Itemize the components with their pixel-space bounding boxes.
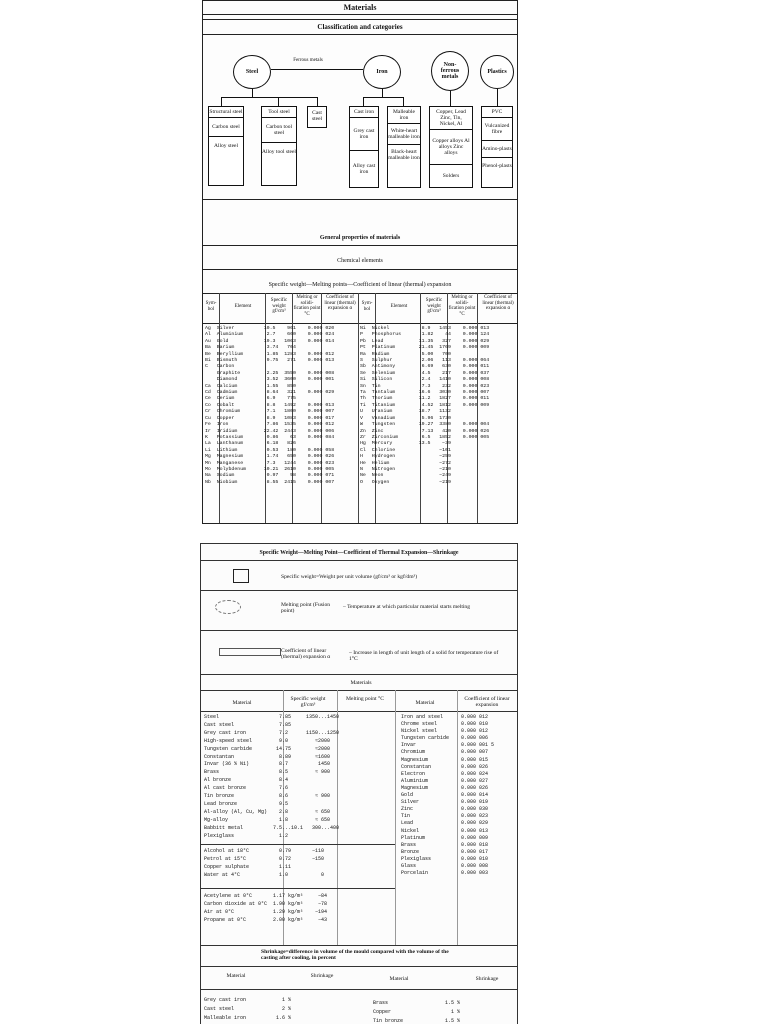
col-coef-2: Coefficient of linear (thermal) expansion α	[482, 295, 514, 311]
general-properties-title: General properties of materials	[319, 235, 401, 241]
materials-label: Materials	[350, 680, 372, 686]
sheet-title: Materials	[203, 1, 517, 15]
nonferrous-box: Copper, Lead Zinc, Tin, Nickel, Al Copper alloys Al alloys Zinc alloys Solders	[429, 106, 473, 188]
plastics-circle: Plastics	[480, 55, 514, 89]
shrink-material-header-2: Material	[389, 976, 409, 982]
material-header: Material	[232, 700, 252, 706]
classification-title: Classification and categories	[203, 20, 517, 35]
col-melting: Melting or solidi-fication point °C	[293, 295, 321, 317]
cube-icon	[233, 569, 249, 583]
expansion-icon	[219, 648, 281, 656]
melting-point-label: Melting point (Fusion point)	[281, 602, 331, 615]
liquids-rows: Alcohol at 18°C 0.79 −110 Petrol at 15°C 0.72 −150 Copper sulphate 1.11 Water at 4°C 1.0 0	[204, 848, 325, 878]
ferrous-label: Ferrous metals	[293, 58, 323, 63]
elements-table-right: Ni Nickel 8.9 1453 0.000 013 P Phosphorus 1.82 44 0.000 124 Pb Lead 11.35 327 0.000 029 Pt Platinum 21.45 1769 0.000 009 Ra Radium 5.00 700 S Sulphur 2.06 113 0.000 064 Sb Antimony 6.69 630 0.000 011 Se Selenium 4.5 217 0.000 037 Si Silicon 2.4 1410 0.000 008 Sn Tin 7.3 232 0.000 023 Ta Tantalum 16.6 3030 0.000 007 Th Thorium 11.2 1827 0.000 011 Ti Titanium 4.52 1812 0.000 009 U Uranium 18.7 1132 V Vanadium 5.96 1730 W Tungsten 19.27 3380 0.000 004 Zn Zinc 7.13 420 0.000 026 Zr Zirconium 6.5 1852 0.000 005 Hg Mercury 13.5 −39 Cl Chlorine −101 H Hydrogen −259 He Helium −272 N Nitrogen −210 Ne Neon −249 O Oxygen −219	[360, 326, 490, 485]
sheet2-title: Specific Weight—Melting Point—Coefficient of Thermal Expansion—Shrinkage	[259, 550, 459, 556]
col-element: Element	[234, 304, 252, 309]
shrink-header-2: Shrinkage	[475, 976, 499, 982]
specific-weight-definition: Specific weight=Weight per unit volume (gf/cm³ or kgf/dm³)	[281, 574, 418, 580]
col-melting-2: Melting or solidi-fication point °C	[448, 295, 476, 317]
specific-weight-title: Specific weight—Melting points—Coefficient of linear (thermal) expansion	[268, 282, 452, 288]
shrinkage-right-rows: Brass 1.5 % Copper 1 % Tin bronze 1.5 %	[373, 1000, 461, 1024]
shrinkage-definition: Shrinkage=difference in volume of the mould compared with the volume of the casting after cooling, in percent	[261, 949, 449, 962]
melting-icon	[215, 600, 241, 614]
tool-steel-box: Tool steel Carbon tool steel Alloy tool steel	[261, 106, 297, 186]
material-header-2: Material	[415, 700, 435, 706]
chemical-elements-heading: Chemical elements	[337, 258, 383, 264]
elements-table-left: Ag Silver 10.5 961 0.000 020 Al Aluminium 2.7 660 0.000 024 Au Gold 19.3 1063 0.000 014 Ba Barium 3.74 704 Be Beryllium 1.85 1283 0.000 012 Bi Bismuth 9.75 271 0.000 013 C Carbon Graphite 2.25 3550 0.000 008 Diamond 3.52 3600 0.000 001 Ca Calcium 1.55 850 Cd Cadmium 8.64 321 0.000 029 Ce Cerium 6.9 775 Co Cobalt 8.8 1492 0.000 013 Cr Chromium 7.1 1800 0.000 007 Cu Copper 8.9 1083 0.000 017 Fe Iron 7.86 1535 0.000 012 Ir Iridium 22.42 2443 0.000 006 K Potassium 0.86 63 0.000 084 La Lanthanum 6.18 826 Li Lithium 0.53 180 0.000 058 Mg Magnesium 1.74 650 0.000 026 Mn Manganese 7.3 1244 0.000 023 Mo Molybdenum 10.21 2610 0.000 005 Na Sodium 0.97 98 0.000 071 Nb Niobium 8.55 2415 0.000 007	[205, 326, 335, 485]
structural-steel-box: Structural steel Carbon steel Alloy steel	[208, 106, 244, 186]
cast-steel-box: Cast steel	[307, 106, 327, 128]
materials-left-rows: Steel 7.85 1350...1450 Cast steel 7.85 Grey cast iron 7.2 1150...1250 High-speed steel 9.0 ≈2000 Tungsten carbide 14.75 ≈2000 Constantan 8.89 ≈1600 Invar (36 % Ni) 8.7 1450 Brass 8.5 ≈ 900 Al bronze 8.4 Al cast bronze 7.6 Tin bronze 8.6 ≈ 900 Lead bronze 9.5 Al-alloy (Al, Cu, Mg) 2.8 ≈ 650 Mg-alloy 1.8 ≈ 650 Babbitt metal 7.5...10.1 300...400 Plexiglass 1.2	[204, 714, 340, 839]
gases-rows: Acetylene at 0°C 1.17 kg/m³ −84 Carbon dioxide at 0°C 1.90 kg/m³ −78 Air at 0°C 1.29 kg/m³ −194 Propane at 0°C 2.00 kg/m³ −43	[204, 893, 328, 923]
materials-right-rows: Iron and steel 0.000 012 Chrome steel 0.000 010 Nickel steel 0.000 012 Tungsten carbide 0.000 006 Invar 0.000 001 5 Chromium 0.000 007 Magnesium 0.000 015 Constantan 0.000 026 Electron 0.000 024 Aluminium 0.000 027 Magnesium 0.000 026 Gold 0.000 014 Silver 0.000 019 Zinc 0.000 030 Tin 0.000 023 Lead 0.000 029 Nickel 0.000 013 Platinum 0.000 009 Brass 0.000 018 Bronze 0.000 017 Plexiglass 0.000 010 Glass 0.000 008 Porcelain 0.000 003	[401, 714, 495, 877]
iron-circle: Iron	[363, 55, 401, 89]
cast-iron-box: Cast iron Grey cast iron Alloy cast iron	[349, 106, 379, 188]
coef-header: Coefficient of linear expansion	[464, 696, 510, 708]
coefficient-definition: – Increase in length of unit length of a solid for temperature rise of 1°C	[349, 650, 499, 663]
melting-point-definition: – Temperature at which particular material starts melting	[343, 604, 471, 610]
shrink-material-header: Material	[226, 973, 246, 979]
melting-header: Melting point °C	[346, 696, 384, 702]
col-weight-2: Specific weight gf/cm³	[425, 298, 443, 314]
col-element-2: Element	[390, 304, 408, 309]
col-symbol: Sym-bol	[205, 301, 217, 312]
shrinkage-left-rows: Grey cast iron 1 % Cast steel 2 % Malleable iron 1.6 %	[204, 997, 292, 1021]
weight-header: Specific weight gf/cm³	[290, 696, 326, 708]
coefficient-label: Coefficient of linear (thermal) expansion α	[281, 648, 331, 661]
materials-sheet	[202, 0, 518, 524]
malleable-iron-box: Malleable iron White-heart malleable iron Black-heart malleable iron	[387, 106, 421, 188]
col-coef: Coefficient of linear (thermal) expansion α	[324, 295, 356, 311]
nonferrous-circle: Non-ferrous metals	[431, 51, 469, 91]
steel-circle: Steel	[233, 55, 271, 89]
col-weight: Specific weight gf/cm³	[270, 298, 288, 314]
shrink-header: Shrinkage	[310, 973, 334, 979]
specific-weight-sheet	[200, 543, 518, 1024]
col-symbol-2: Sym-bol	[361, 301, 373, 312]
plastics-box: PVC Vulcanized fibre Amino-plasts Phenol-plasts	[481, 106, 513, 188]
